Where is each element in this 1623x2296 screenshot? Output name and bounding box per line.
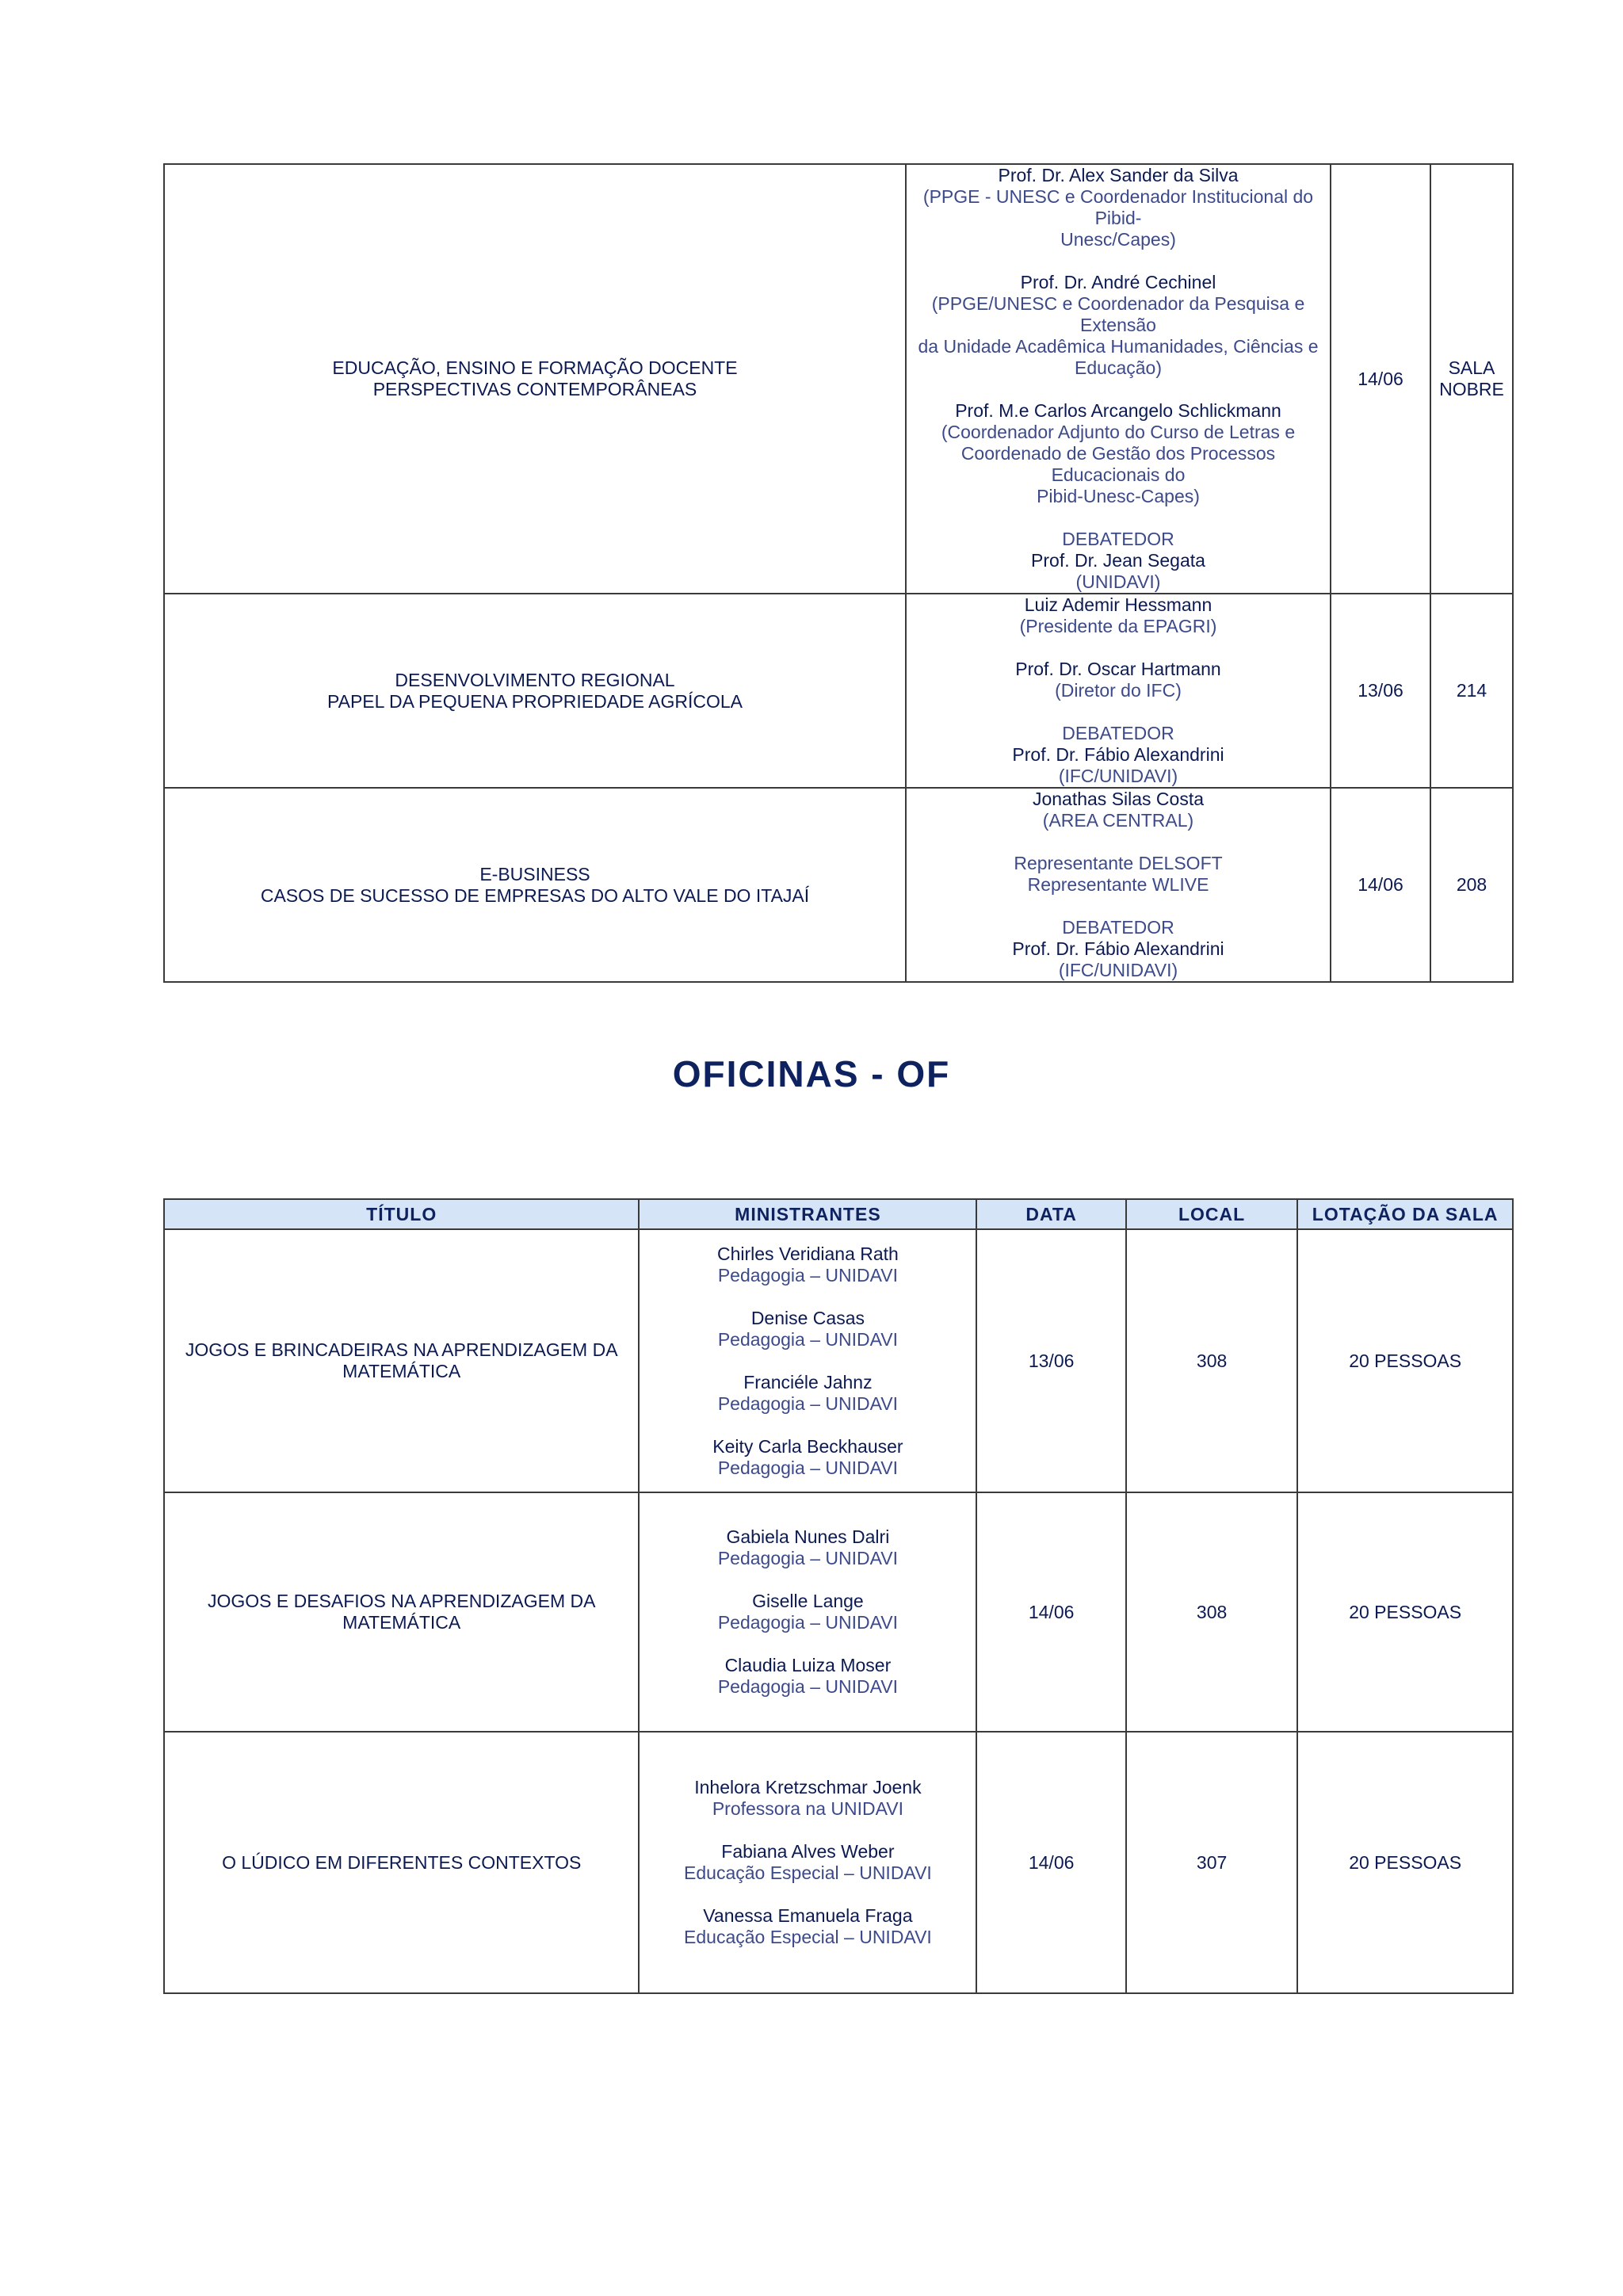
- palestra-title-line: DESENVOLVIMENTO REGIONAL: [395, 669, 675, 690]
- palestrante-role: Coordenado de Gestão dos Processos Educacionais do: [960, 443, 1276, 485]
- palestra-date: 14/06: [1331, 788, 1430, 982]
- ministrante-role: Educação Especial – UNIDAVI: [684, 1927, 932, 1947]
- oficina-date: 14/06: [976, 1492, 1125, 1732]
- ministrantes-cell: [639, 1229, 976, 1492]
- palestra-room-cell: [1430, 788, 1513, 982]
- palestrante-name: Prof. Dr. André Cechinel: [1020, 272, 1216, 292]
- palestrante-role: Educação): [1075, 357, 1162, 378]
- palestrante-role: Representante DELSOFT: [1014, 853, 1223, 873]
- header-row: [164, 1199, 1513, 1229]
- spacer: [640, 1633, 976, 1655]
- spacer: [640, 1350, 976, 1372]
- oficina-date: 14/06: [976, 1732, 1125, 1993]
- ministrante-name: Chirles Veridiana Rath: [716, 1243, 899, 1264]
- ministrante-name: Claudia Luiza Moser: [724, 1655, 892, 1675]
- ministrante-role: Pedagogia – UNIDAVI: [717, 1392, 898, 1414]
- oficina-local: 307: [1126, 1732, 1298, 1993]
- palestra-title-line: PERSPECTIVAS CONTEMPORÂNEAS: [372, 379, 697, 399]
- ministrante-name: Keity Carla Beckhauser: [712, 1435, 903, 1457]
- spacer: [907, 637, 1330, 659]
- oficina-lotacao: 20 PESSOAS: [1297, 1732, 1513, 1993]
- palestra-title-line: E-BUSINESS: [479, 863, 590, 884]
- palestrante-role: (PPGE/UNESC e Coordenador da Pesquisa e Extensão: [931, 293, 1305, 335]
- palestrante-name: Prof. Dr. Jean Segata: [1031, 550, 1205, 571]
- oficina-date: 13/06: [976, 1229, 1125, 1492]
- oficina-title-line: JOGOS E DESAFIOS NA APRENDIZAGEM DA: [207, 1591, 596, 1611]
- ministrante-role: Pedagogia – UNIDAVI: [717, 1548, 898, 1568]
- palestrante-role: (Coordenador Adjunto do Curso de Letras e: [941, 422, 1296, 442]
- ministrante-role: Professora na UNIDAVI: [712, 1798, 903, 1819]
- ministrante-role: Educação Especial – UNIDAVI: [684, 1862, 932, 1883]
- palestrante-role: DEBATEDOR: [1062, 529, 1174, 549]
- palestra-room-cell: [1430, 594, 1513, 788]
- palestrantes-cell: [906, 594, 1331, 788]
- palestrante-role: (PPGE - UNESC e Coordenador Institucional do Pibid-: [922, 186, 1314, 228]
- oficina-title-line: JOGOS E BRINCADEIRAS NA APRENDIZAGEM DA: [185, 1339, 618, 1360]
- spacer: [907, 250, 1330, 272]
- oficina-row: [164, 1229, 1513, 1492]
- ministrante-role: Pedagogia – UNIDAVI: [717, 1457, 898, 1478]
- palestra-row: [164, 164, 1513, 594]
- palestra-title-cell: [164, 164, 906, 594]
- palestra-room: SALA: [1448, 357, 1495, 378]
- palestrante-role: (IFC/UNIDAVI): [1058, 960, 1178, 980]
- ministrante-name: Giselle Lange: [752, 1591, 864, 1611]
- palestra-room-cell: [1430, 164, 1513, 594]
- ministrante-role: Pedagogia – UNIDAVI: [717, 1676, 898, 1697]
- ministrante-role: Pedagogia – UNIDAVI: [717, 1264, 898, 1286]
- palestra-title-cell: [164, 594, 906, 788]
- oficina-row: [164, 1492, 1513, 1732]
- palestra-row: [164, 788, 1513, 982]
- oficinas-table-body: [164, 1229, 1513, 1993]
- oficina-lotacao: 20 PESSOAS: [1297, 1229, 1513, 1492]
- palestra-title-line: PAPEL DA PEQUENA PROPRIEDADE AGRÍCOLA: [327, 690, 743, 712]
- palestrantes-cell: [906, 788, 1331, 982]
- spacer: [907, 701, 1330, 723]
- palestrantes-cell: [906, 164, 1331, 594]
- header-data: DATA: [976, 1199, 1125, 1229]
- oficina-local: 308: [1126, 1492, 1298, 1732]
- spacer: [907, 831, 1330, 853]
- palestrante-name: Prof. Dr. Fábio Alexandrini: [1012, 744, 1224, 765]
- oficinas-table-header: [164, 1199, 1513, 1229]
- spacer: [640, 1820, 976, 1841]
- oficina-local: 308: [1126, 1229, 1298, 1492]
- header-titulo: TÍTULO: [164, 1199, 639, 1229]
- palestrante-name: Prof. M.e Carlos Arcangelo Schlickmann: [955, 400, 1281, 421]
- ministrante-role: Pedagogia – UNIDAVI: [717, 1612, 898, 1633]
- palestra-title-cell: [164, 788, 906, 982]
- oficinas-table: [163, 1198, 1514, 1994]
- palestrante-role: (IFC/UNIDAVI): [1058, 766, 1178, 786]
- palestra-title-line: CASOS DE SUCESSO DE EMPRESAS DO ALTO VALE DO ITAJAÍ: [260, 884, 810, 906]
- palestrante-role: (UNIDAVI): [1075, 571, 1161, 592]
- header-ministrantes: MINISTRANTES: [639, 1199, 976, 1229]
- oficina-row: [164, 1732, 1513, 1993]
- palestra-room: 208: [1456, 874, 1487, 895]
- palestrante-role: Pibid-Unesc-Capes): [1037, 486, 1200, 506]
- oficina-title-line: MATEMÁTICA: [342, 1612, 461, 1633]
- oficina-title-cell: [164, 1492, 639, 1732]
- palestra-room: NOBRE: [1439, 379, 1504, 399]
- spacer: [640, 1286, 976, 1308]
- oficina-title-cell: [164, 1229, 639, 1492]
- palestrante-role: Representante WLIVE: [1027, 874, 1209, 895]
- spacer: [907, 379, 1330, 400]
- palestras-table: [163, 163, 1514, 983]
- palestrante-role: DEBATEDOR: [1062, 917, 1174, 938]
- palestrante-name: Prof. Dr. Oscar Hartmann: [1015, 659, 1221, 679]
- header-lotacao: LOTAÇÃO DA SALA: [1297, 1199, 1513, 1229]
- palestrante-role: DEBATEDOR: [1062, 723, 1174, 743]
- palestra-date: 13/06: [1331, 594, 1430, 788]
- oficina-title-cell: [164, 1732, 639, 1993]
- palestrante-name: Luiz Ademir Hessmann: [1024, 594, 1212, 615]
- palestrante-role: (Presidente da EPAGRI): [1019, 616, 1217, 636]
- palestrante-role: (AREA CENTRAL): [1042, 810, 1194, 831]
- ministrante-name: Denise Casas: [750, 1307, 865, 1328]
- palestrante-name: Jonathas Silas Costa: [1032, 789, 1205, 809]
- oficina-title-line: MATEMÁTICA: [342, 1361, 461, 1381]
- ministrante-name: Inhelora Kretzschmar Joenk: [694, 1777, 922, 1797]
- palestrante-role: Unesc/Capes): [1060, 229, 1176, 250]
- palestra-title-line: EDUCAÇÃO, ENSINO E FORMAÇÃO DOCENTE: [332, 357, 738, 378]
- ministrante-name: Vanessa Emanuela Fraga: [703, 1905, 913, 1926]
- ministrante-name: Franciéle Jahnz: [743, 1371, 873, 1392]
- spacer: [640, 1415, 976, 1436]
- palestrante-role: da Unidade Acadêmica Humanidades, Ciências e: [918, 336, 1319, 357]
- oficinas-heading: OFICINAS - OF: [672, 1053, 951, 1095]
- oficina-lotacao: 20 PESSOAS: [1297, 1492, 1513, 1732]
- header-local: LOCAL: [1126, 1199, 1298, 1229]
- spacer: [640, 1884, 976, 1905]
- palestra-date: 14/06: [1331, 164, 1430, 594]
- palestra-row: [164, 594, 1513, 788]
- oficina-title-line: O LÚDICO EM DIFERENTES CONTEXTOS: [222, 1851, 582, 1873]
- palestra-room: 214: [1456, 680, 1487, 701]
- ministrante-name: Gabiela Nunes Dalri: [726, 1526, 890, 1547]
- ministrantes-cell: [639, 1492, 976, 1732]
- palestrante-role: (Diretor do IFC): [1055, 680, 1182, 701]
- spacer: [640, 1569, 976, 1591]
- palestrante-name: Prof. Dr. Fábio Alexandrini: [1012, 938, 1224, 959]
- spacer: [907, 896, 1330, 917]
- spacer: [907, 507, 1330, 529]
- palestras-table-body: [164, 164, 1513, 982]
- ministrante-name: Fabiana Alves Weber: [721, 1841, 895, 1862]
- ministrantes-cell: [639, 1732, 976, 1993]
- palestrante-name: Prof. Dr. Alex Sander da Silva: [998, 165, 1239, 185]
- ministrante-role: Pedagogia – UNIDAVI: [717, 1328, 898, 1350]
